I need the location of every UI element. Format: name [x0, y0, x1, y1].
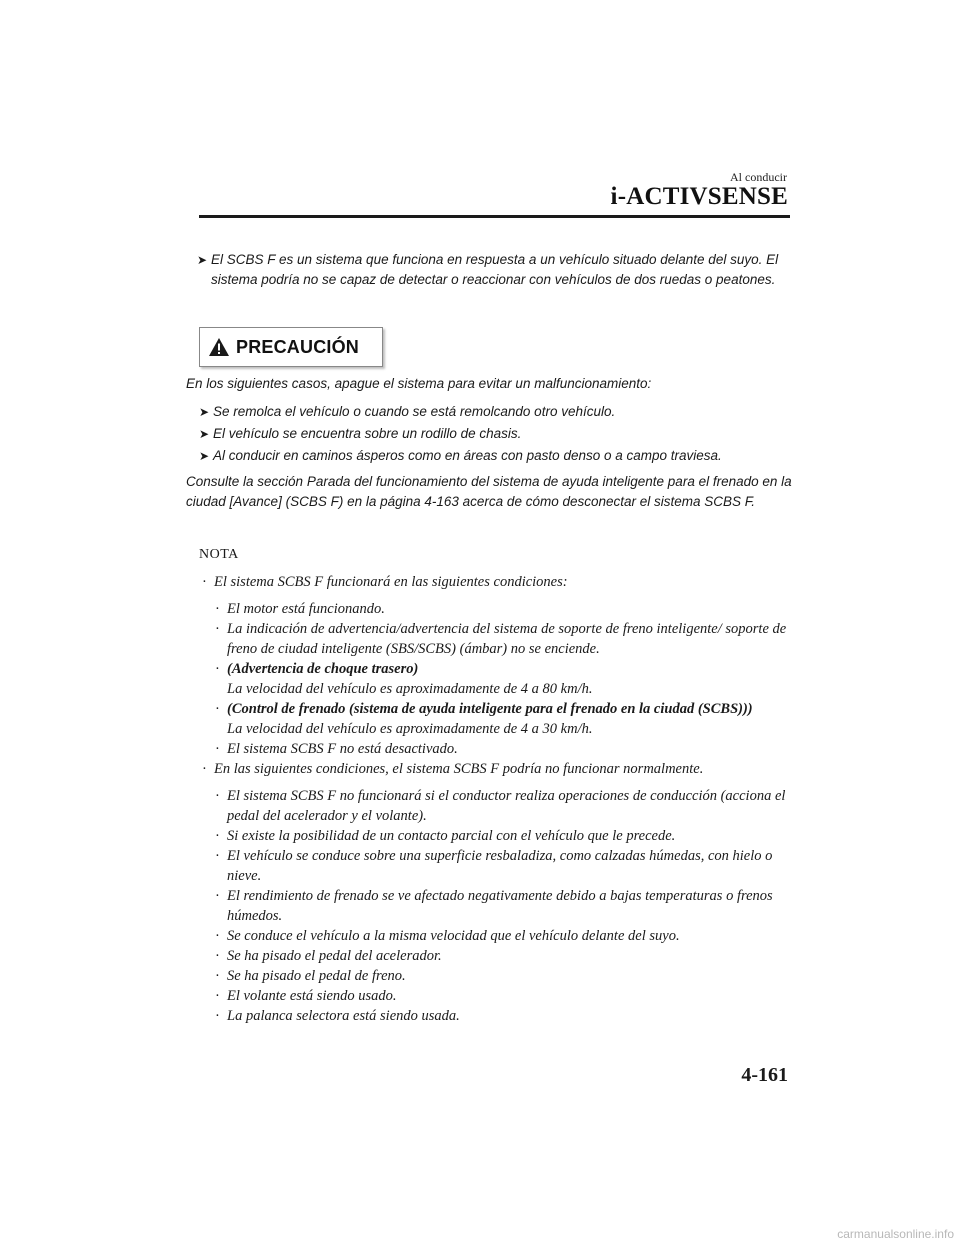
dot-bullet-icon: · — [215, 848, 220, 864]
caution-body — [186, 374, 796, 512]
warning-triangle-icon — [208, 337, 230, 357]
nota-sub-bullet: · El vehículo se conduce sobre una superficie resbaladiza, como calzadas húmedas, con hielo o nieve. — [215, 848, 773, 884]
nota-sub-bullet: · Se ha pisado el pedal del acelerador. — [215, 948, 442, 964]
dot-bullet-icon: · — [215, 621, 220, 637]
intro-text: El SCBS F es un sistema que funciona en respuesta a un vehículo situado delante del suyo. El sistema podría no se capaz de detectar o reaccionar con vehículos de dos ruedas o peatones. — [211, 252, 779, 287]
nota-sub-bullet: · El sistema SCBS F no funcionará si el conductor realiza operaciones de conducción (acciona el pedal del acelerador y el volante). — [215, 788, 786, 824]
dot-bullet-icon: · — [202, 574, 207, 590]
header-section: Al conducir — [730, 170, 787, 184]
caution-item: ➤ El vehículo se encuentra sobre un rodillo de chasis. — [199, 424, 796, 444]
dot-bullet-icon: · — [215, 968, 220, 984]
caution-lead: En los siguientes casos, apague el sistema para evitar un malfuncionamiento: — [186, 376, 652, 391]
dot-bullet-icon: · — [215, 788, 220, 804]
nota-sub-bullet: · El rendimiento de frenado se ve afectado negativamente debido a bajas temperaturas o frenos húmedos. — [215, 888, 773, 924]
arrow-bullet-icon: ➤ — [197, 253, 208, 267]
nota-block — [200, 572, 796, 1026]
watermark: carmanualsonline.info — [837, 1227, 954, 1241]
caution-item: ➤ Al conducir en caminos ásperos como en áreas con pasto denso o a campo traviesa. — [199, 446, 796, 466]
caution-item: ➤ Se remolca el vehículo o cuando se está remolcando otro vehículo. — [199, 402, 796, 422]
dot-bullet-icon: · — [215, 601, 220, 617]
dot-bullet-icon: · — [215, 1008, 220, 1024]
caution-list — [186, 402, 796, 466]
dot-bullet-icon: · — [215, 741, 220, 757]
caution-consult: Consulte la sección Parada del funcionamiento del sistema de ayuda inteligente para el frenado en la ciudad [Avance] (SCBS F) en la página 4-163 acerca de cómo desconectar el sistema SCBS F. — [186, 474, 792, 509]
nota-label: NOTA — [199, 547, 239, 562]
dot-bullet-icon: · — [215, 701, 220, 717]
caution-banner — [199, 327, 383, 367]
arrow-bullet-icon: ➤ — [199, 449, 210, 463]
nota-sub-bullet: · La indicación de advertencia/advertencia del sistema de soporte de freno inteligente/ soporte de freno de ciudad inteligente (SBS/SCBS) (ámbar) no se enciende. — [215, 621, 787, 657]
nota-bullet: · En las siguientes condiciones, el sistema SCBS F podría no funcionar normalmente. — [202, 761, 704, 777]
dot-bullet-icon: · — [215, 828, 220, 844]
dot-bullet-icon: · — [215, 948, 220, 964]
nota-sub-bullet: · El sistema SCBS F no está desactivado. — [215, 741, 458, 757]
nota-sub-bullet: · (Advertencia de choque trasero) La velocidad del vehículo es aproximadamente de 4 a 80 km/h. — [215, 661, 593, 697]
arrow-bullet-icon: ➤ — [199, 405, 210, 419]
nota-sub-bullet: · Se ha pisado el pedal de freno. — [215, 968, 406, 984]
intro-block — [197, 250, 797, 290]
nota-sub-bullet: · Si existe la posibilidad de un contacto parcial con el vehículo que le precede. — [215, 828, 676, 844]
arrow-bullet-icon: ➤ — [199, 427, 210, 441]
nota-bullet: · El sistema SCBS F funcionará en las siguientes condiciones: — [202, 574, 568, 590]
nota-sub-bullet: · (Control de frenado (sistema de ayuda inteligente para el frenado en la ciudad (SCBS))) La velocidad del vehículo es aproximadamente de 4 a 30 km/h. — [215, 701, 753, 737]
dot-bullet-icon: · — [215, 661, 220, 677]
intro-item — [197, 250, 797, 290]
nota-sub-bullet: · La palanca selectora está siendo usada. — [215, 1008, 460, 1024]
page-number: 4-161 — [741, 1064, 788, 1086]
nota-sub-bullet: · El motor está funcionando. — [215, 601, 385, 617]
dot-bullet-icon: · — [202, 761, 207, 777]
header-title: i-ACTIVSENSE — [610, 183, 788, 210]
dot-bullet-icon: · — [215, 928, 220, 944]
nota-sub-bullet: · Se conduce el vehículo a la misma velocidad que el vehículo delante del suyo. — [215, 928, 680, 944]
nota-sub-bullet: · El volante está siendo usado. — [215, 988, 397, 1004]
dot-bullet-icon: · — [215, 988, 220, 1004]
caution-label: PRECAUCIÓN — [236, 336, 360, 357]
header-rule — [199, 215, 790, 218]
dot-bullet-icon: · — [215, 888, 220, 904]
